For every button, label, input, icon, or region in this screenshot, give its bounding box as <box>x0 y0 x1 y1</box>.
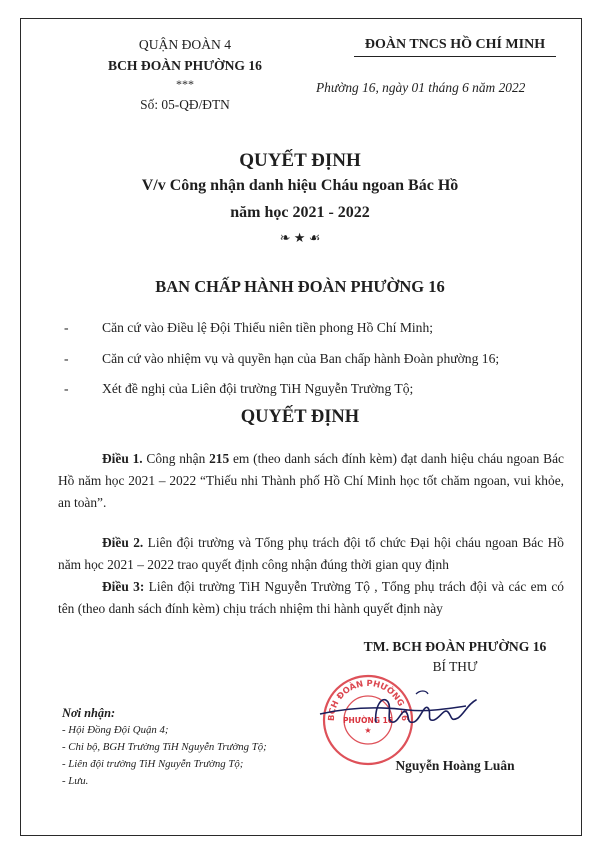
stamp-ring-text: BCH ĐOÀN PHƯỜNG 16 <box>325 677 411 722</box>
title-underline <box>354 56 556 57</box>
stamp-star-icon: ★ <box>364 726 372 735</box>
document-number: Số: 05-QĐ/ĐTN <box>140 97 230 112</box>
header-stars: *** <box>176 77 194 91</box>
recipient-item: - Liên đội trường TiH Nguyễn Trường Tộ; <box>62 758 244 770</box>
subject-line-2: năm học 2021 - 2022 <box>230 204 370 221</box>
signature-position: BÍ THƯ <box>432 659 478 674</box>
basis-item: - Căn cứ vào nhiệm vụ và quyền hạn của Ban chấp hành Đoàn phường 16; <box>64 351 500 366</box>
article-1: Điều 1. Công nhận 215 em (theo danh sách đính kèm) đạt danh hiệu cháu ngoan Bác Hồ năm học 2021 – 2022 “Thiếu nhi Thành phố Hồ Chí Minh học tốt chăm ngoan, vui khỏe, an toàn”. <box>58 451 564 510</box>
bullet-dash: - <box>64 320 69 335</box>
article-label: Điều 1. <box>102 451 143 466</box>
basis-item: - Căn cứ vào Điều lệ Đội Thiếu niên tiền phong Hồ Chí Minh; <box>64 320 434 335</box>
article-label: Điều 2. <box>102 535 144 550</box>
handwritten-signature <box>316 678 496 738</box>
recipient-item: - Hội Đồng Đội Quận 4; <box>62 724 169 736</box>
recipient-item: - Chi bộ, BGH Trường TiH Nguyễn Trường Tộ; <box>62 741 267 753</box>
organization-title: ĐOÀN TNCS HỒ CHÍ MINH <box>364 37 546 52</box>
ward-committee: BCH ĐOÀN PHƯỜNG 16 <box>108 58 262 73</box>
document-title: QUYẾT ĐỊNH <box>239 150 361 171</box>
issuer-heading: BAN CHẤP HÀNH ĐOÀN PHƯỜNG 16 <box>155 277 445 296</box>
signer-name: Nguyễn Hoàng Luân <box>395 758 515 773</box>
signature-on-behalf: TM. BCH ĐOÀN PHƯỜNG 16 <box>363 639 547 654</box>
article-2: Điều 2. Liên đội trường và Tổng phụ trách đội tổ chức Đại hội cháu ngoan Bác Hồ năm học 2021 – 2022 trao quyết định công nhận đúng thời gian quy định <box>58 535 564 572</box>
recipients-heading: Nơi nhận: <box>62 706 116 720</box>
award-count: 215 <box>209 451 230 466</box>
ornament-divider: ❧ ★ ☙ <box>279 230 321 245</box>
bullet-dash: - <box>64 351 69 366</box>
subject-line-1: V/v Công nhận danh hiệu Cháu ngoan Bác Hồ <box>141 177 459 194</box>
recipient-item: - Lưu. <box>62 775 89 787</box>
basis-item: - Xét đề nghị của Liên đội trường TiH Nguyễn Trường Tộ; <box>64 381 414 396</box>
article-3: Điều 3: Liên đội trường TiH Nguyễn Trường Tộ , Tổng phụ trách đội và các em có tên (theo danh sách đính kèm) chịu trách nhiệm thi hành quyết định này <box>58 579 564 616</box>
place-date: Phường 16, ngày 01 tháng 6 năm 2022 <box>316 80 526 95</box>
bullet-dash: - <box>64 381 69 396</box>
district-union: QUẬN ĐOÀN 4 <box>138 37 232 52</box>
article-label: Điều 3: <box>102 579 145 594</box>
decision-heading: QUYẾT ĐỊNH <box>240 407 360 427</box>
stamp-center-text: PHƯỜNG 16 <box>342 716 394 725</box>
